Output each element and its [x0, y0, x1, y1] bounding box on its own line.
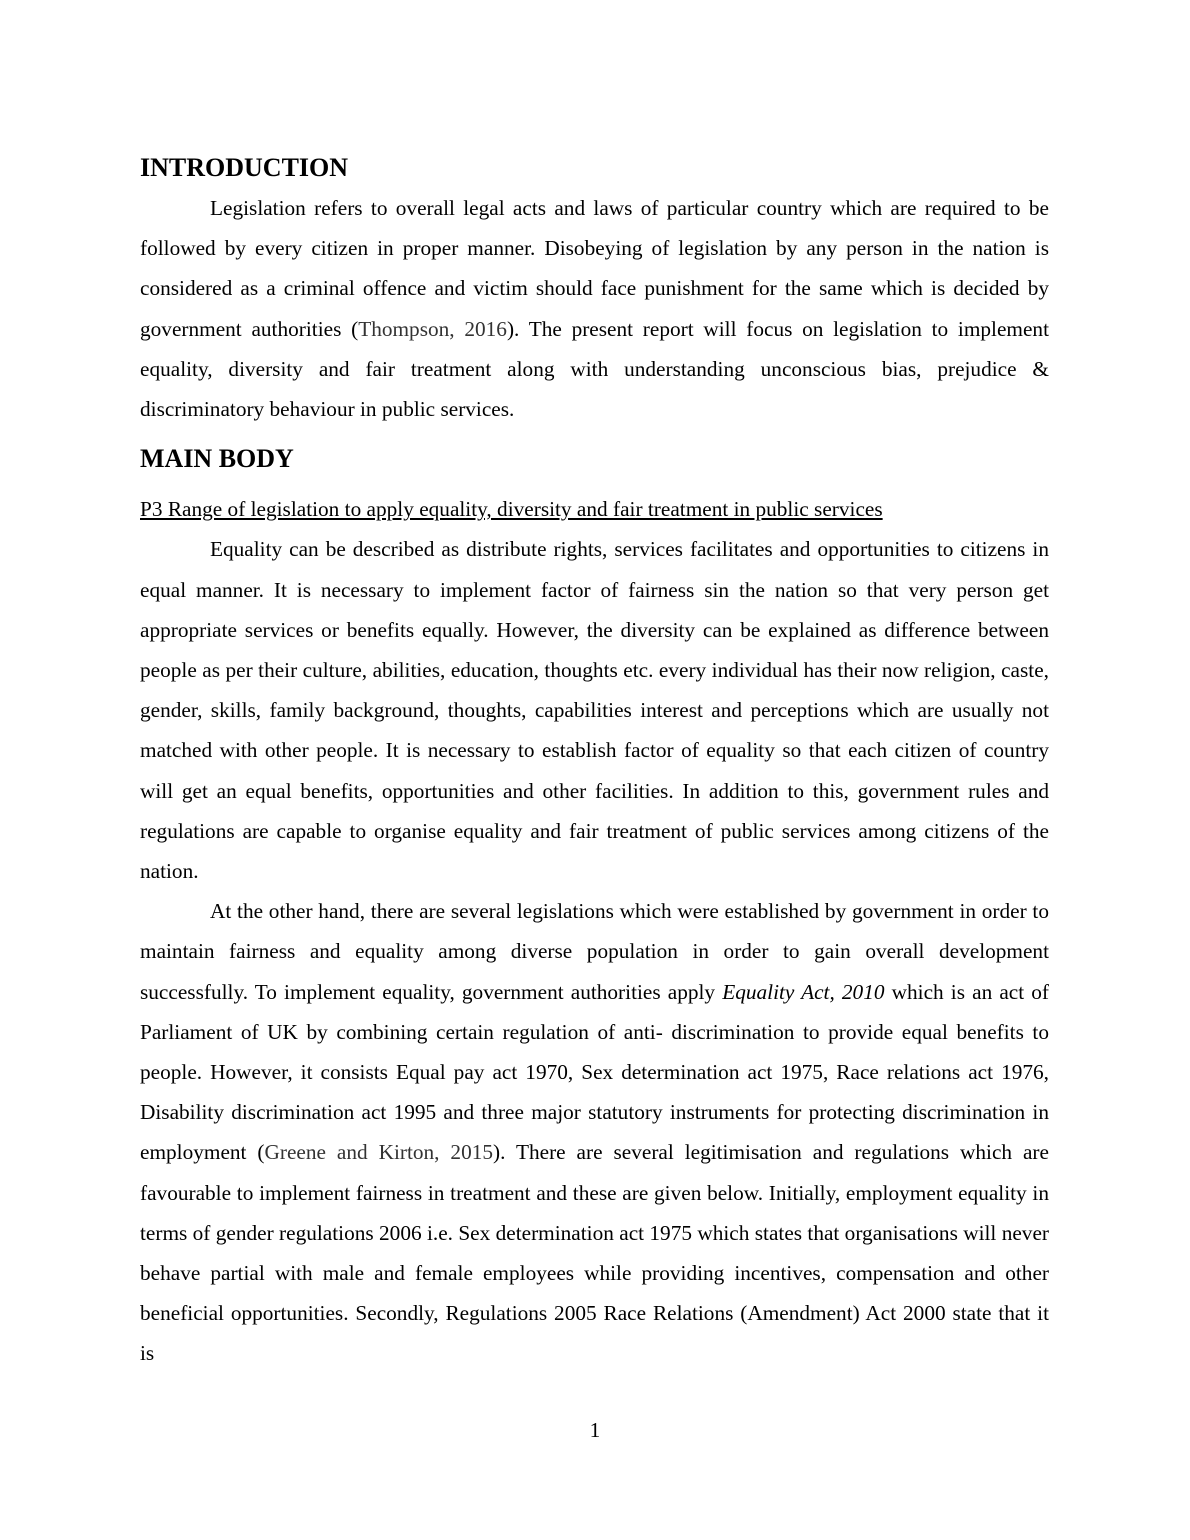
- introduction-heading: INTRODUCTION: [140, 153, 349, 182]
- section-p3-paragraph-2: [140, 891, 1049, 1373]
- page-content: [140, 148, 1049, 1374]
- page-number: 1: [589, 1418, 601, 1442]
- main-body-heading: MAIN BODY: [140, 444, 294, 474]
- introduction-text-2: ). The present report will focus on legislation to implement equality, diversity and fair treatment along with understanding unconscious bias, prejudice & discriminatory behaviour in public services.: [140, 316, 1049, 422]
- paragraph-2-text-1: At the other hand, there are several legislations which were established by government in order to maintain fairness and equality among diverse population in order to gain overall development successfully. To implement equality, government authorities apply: [140, 899, 1049, 1004]
- citation-greene-kirton: Greene and Kirton, 2015: [264, 1140, 494, 1165]
- citation-thompson: Thompson, 2016: [358, 316, 507, 341]
- paragraph-2-text-2: which is an act of Parliament of UK by combining certain regulation of anti- discrimination to provide equal benefits to people. However, it consists Equal pay act 1970, Sex determination act 1975, Race relations act 1976, Disability discrimination act 1995 and three major statutory instruments for protecting discrimination in employment (: [140, 979, 1050, 1165]
- introduction-paragraph: [140, 188, 1049, 429]
- section-p3-paragraph-1: Equality can be described as distribute rights, services facilitates and opportunities to citizens in equal manner. It is necessary to implement factor of fairness sin the nation so that very person get appropriate services or benefits equally. However, the diversity can be explained as difference between people as per their culture, abilities, education, thoughts etc. every individual has their now religion, caste, gender, skills, family background, thoughts, capabilities interest and perceptions which are usually not matched with other people. It is necessary to establish factor of equality so that each citizen of country will get an equal benefits, opportunities and other facilities. In addition to this, government rules and regulations are capable to organise equality and fair treatment of public services among citizens of the nation.: [140, 537, 1049, 884]
- section-p3-title: P3 Range of legislation to apply equality, diversity and fair treatment in public services: [140, 497, 883, 522]
- equality-act-title: Equality Act, 2010: [722, 979, 885, 1004]
- introduction-text-1: Legislation refers to overall legal acts and laws of particular country which are required to be followed by every citizen in proper manner. Disobeying of legislation by any person in the nation is considered as a criminal offence and victim should face punishment for the same which is decided by government authorities (: [140, 196, 1049, 341]
- paragraph-2-text-3: ). There are several legitimisation and regulations which are favourable to implement fairness in treatment and these are given below. Initially, employment equality in terms of gender regulations 2006 i.e. Sex determination act 1975 which states that organisations will never behave partial with male and female employees while providing incentives, compensation and other beneficial opportunities. Secondly, Regulations 2005 Race Relations (Amendment) Act 2000 state that it is: [140, 1140, 1049, 1366]
